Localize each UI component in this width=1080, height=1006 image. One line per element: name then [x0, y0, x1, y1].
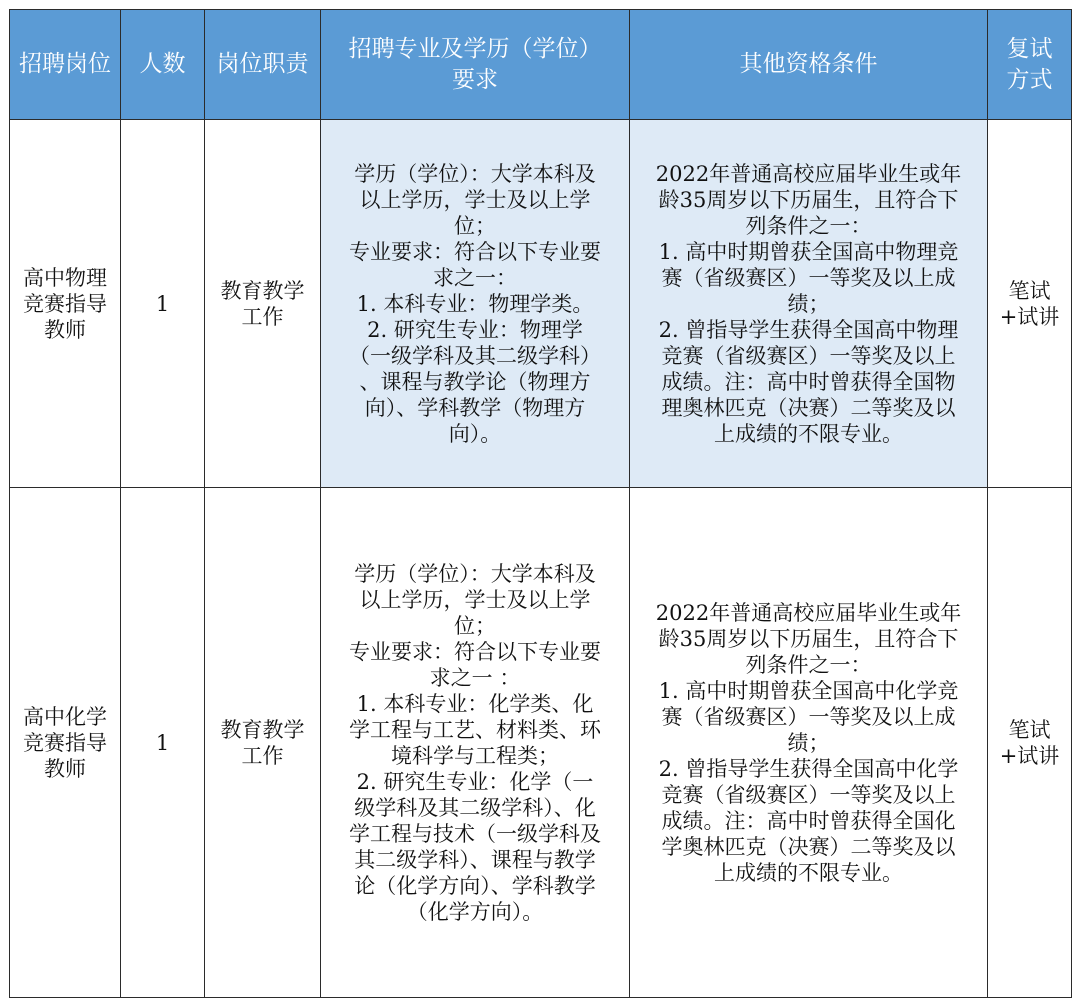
text-line: 学历（学位）：大学本科及	[354, 561, 596, 586]
text-line: 2. 曾指导学生获得全国高中物理	[658, 317, 959, 342]
text-line: 学工程与技术（一级学科及	[349, 821, 601, 846]
cell-position: 高中物理竞赛指导教师	[10, 120, 121, 488]
text-line: 位；	[454, 613, 496, 638]
cell-position: 高中化学竞赛指导教师	[10, 488, 121, 998]
text-line: 1. 高中时期曾获全国高中物理竞	[658, 239, 959, 264]
header-interview-method: 复试方式	[988, 10, 1072, 120]
text-line: 学工程与工艺、材料类、环	[349, 717, 601, 742]
text-line: 其二级学科）、课程与教学	[354, 847, 596, 872]
text-line: 求之一 ：	[429, 665, 521, 690]
recruitment-table	[9, 9, 1072, 998]
text-line: 、课程与教学论（物理方	[359, 369, 591, 394]
text-line: 列条件之一：	[745, 213, 872, 238]
text-line: 学奥林匹克（决赛）二等奖及以	[661, 834, 956, 859]
text-line: 向）、学科教学（物理方	[364, 395, 586, 420]
text-line: 2. 曾指导学生获得全国高中化学	[658, 756, 959, 781]
text-line: 上成绩的不限专业。	[714, 860, 903, 885]
header-other-qualifications: 其他资格条件	[630, 10, 988, 120]
text-line: 专业要求：符合以下专业要	[349, 239, 601, 264]
cell-duty: 教育教学工作	[205, 488, 321, 998]
text-line: 理奥林匹克（决赛）二等奖及以	[661, 395, 956, 420]
header-count: 人数	[121, 10, 205, 120]
text-line: 求之一：	[433, 265, 517, 290]
text-line: 2022年普通高校应届毕业生或年	[655, 600, 962, 625]
table-row	[10, 120, 1072, 488]
text-line: 以上学历，学士及以上学	[359, 187, 591, 212]
cell-interview-method: 笔试+试讲	[988, 488, 1072, 998]
header-duty: 岗位职责	[205, 10, 321, 120]
cell-other-qualifications	[630, 488, 988, 998]
text-line: 赛（省级赛区）一等奖及以上成	[661, 704, 956, 729]
header-position: 招聘岗位	[10, 10, 121, 120]
text-line: 龄35周岁以下历届生，且符合下	[658, 187, 959, 212]
text-line: 龄35周岁以下历届生，且符合下	[658, 626, 959, 651]
table-row	[10, 488, 1072, 998]
cell-interview-method: 笔试+试讲	[988, 120, 1072, 488]
text-line: （化学方向）。	[406, 899, 544, 924]
text-line: 列条件之一：	[745, 652, 872, 677]
cell-count: 1	[121, 488, 205, 998]
cell-count: 1	[121, 120, 205, 488]
text-line: 位；	[454, 213, 496, 238]
text-line: 1. 本科专业：化学类、化	[356, 691, 594, 716]
text-line: 竞赛（省级赛区）一等奖及以上	[661, 782, 956, 807]
cell-major-requirements	[321, 120, 630, 488]
header-major-requirements: 招聘专业及学历（学位）要求	[321, 10, 630, 120]
text-line: 境科学与工程类；	[391, 743, 559, 768]
text-line: 学历（学位）：大学本科及	[354, 161, 596, 186]
text-line: 级学科及其二级学科）、化	[354, 795, 596, 820]
cell-other-qualifications	[630, 120, 988, 488]
text-line: 2022年普通高校应届毕业生或年	[655, 161, 962, 186]
text-line: 成绩。注：高中时曾获得全国化	[661, 808, 956, 833]
text-line: 竞赛（省级赛区）一等奖及以上	[661, 343, 956, 368]
text-line: 绩；	[787, 291, 830, 316]
text-line: 2. 研究生专业：化学（一	[356, 769, 594, 794]
text-line: 1. 本科专业：物理学类。	[356, 291, 594, 316]
cell-major-requirements	[321, 488, 630, 998]
text-line: 上成绩的不限专业。	[714, 421, 903, 446]
text-line: 向）。	[448, 421, 502, 446]
text-line: 绩；	[787, 730, 830, 755]
text-line: 论（化学方向）、学科教学	[354, 873, 596, 898]
text-line: 以上学历，学士及以上学	[359, 587, 591, 612]
text-line: 成绩。注：高中时曾获得全国物	[661, 369, 956, 394]
text-line: （一级学科及其二级学科）	[349, 343, 601, 368]
text-line: 赛（省级赛区）一等奖及以上成	[661, 265, 956, 290]
text-line: 专业要求：符合以下专业要	[349, 639, 601, 664]
text-line: 1. 高中时期曾获全国高中化学竞	[658, 678, 959, 703]
header-row	[10, 10, 1072, 120]
text-line: 2. 研究生专业：物理学	[367, 317, 583, 342]
cell-duty: 教育教学工作	[205, 120, 321, 488]
